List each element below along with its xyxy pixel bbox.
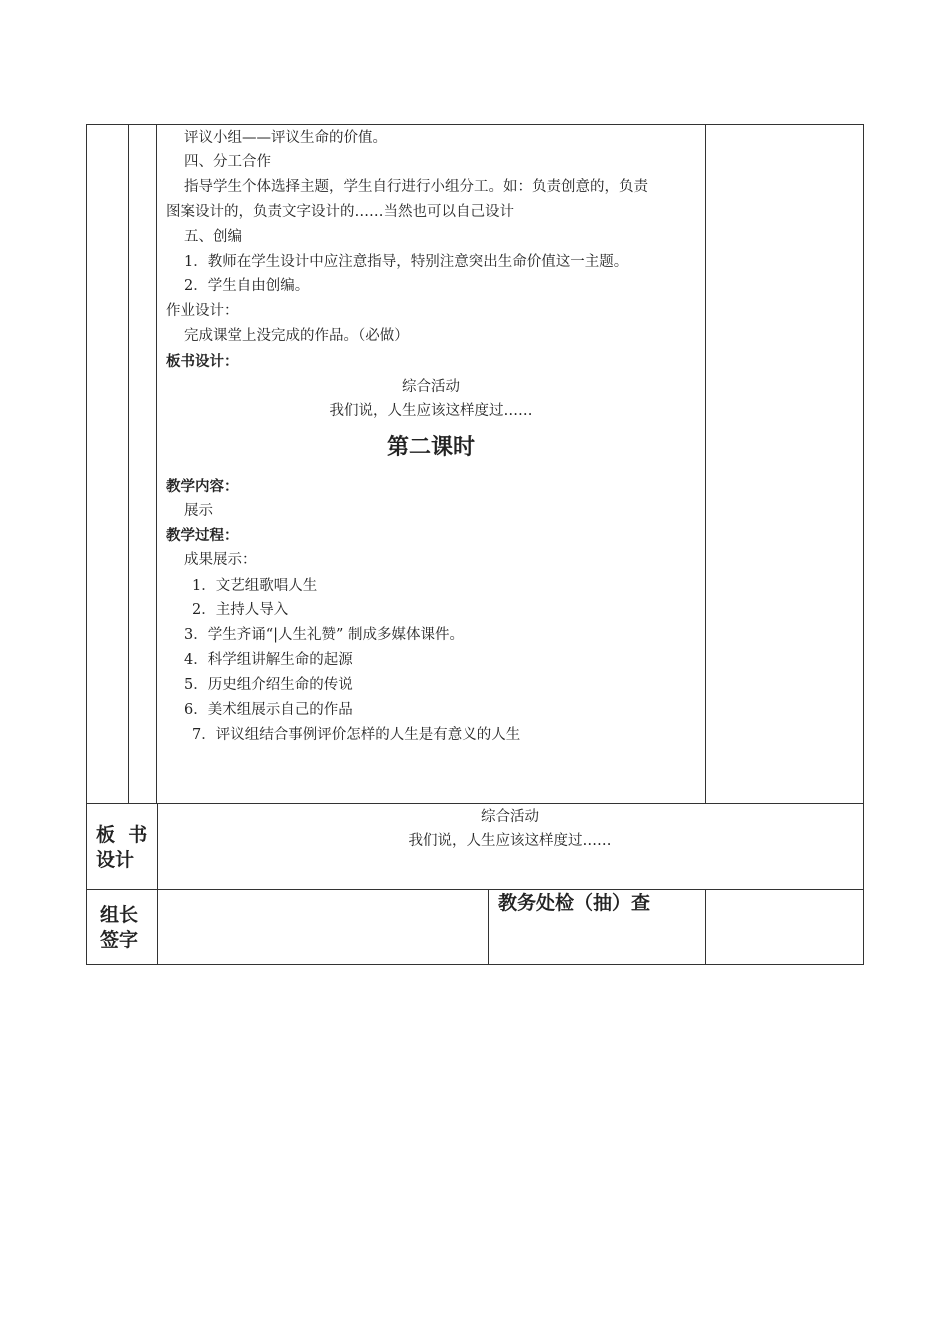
process-item: 5．历史组介绍生命的传说 — [184, 677, 353, 693]
process-item: 1．文艺组歌唱人生 — [192, 578, 318, 594]
board-label-line-2: 设计 — [96, 849, 135, 871]
table-border-right — [863, 124, 864, 965]
process-item: 6．美术组展示自己的作品 — [184, 702, 353, 718]
column-divider-inner-2 — [156, 124, 157, 804]
table-border-left — [86, 124, 87, 965]
row-divider-board — [86, 803, 864, 804]
leader-sign-label-line-2: 签字 — [100, 929, 139, 951]
content-text: 展示 — [184, 503, 213, 519]
text-line: 图案设计的，负责文字设计的……当然也可以自己设计 — [166, 204, 514, 220]
leader-sign-label-line-1: 组长 — [100, 904, 139, 926]
text-line: 评议小组——评议生命的价值。 — [184, 130, 387, 146]
board-label-line-1: 板 书 — [96, 824, 148, 846]
board-design-heading: 板书设计： — [166, 354, 239, 370]
board-line-2: 我们说，人生应该这样度过…… — [329, 403, 533, 419]
academic-office-check-label: 教务处检（抽）查 — [498, 892, 651, 914]
table-border-top — [86, 124, 864, 125]
column-divider-inner-1 — [128, 124, 129, 804]
process-item: 7．评议组结合事例评价怎样的人生是有意义的人生 — [192, 727, 521, 743]
process-item: 2．主持人导入 — [192, 602, 289, 618]
process-item: 3．学生齐诵“|人生礼赞” 制成多媒体课件。 — [184, 627, 465, 643]
table-border-bottom — [86, 964, 864, 965]
leader-sign-cell[interactable] — [158, 890, 488, 964]
content-heading: 教学内容： — [166, 479, 239, 495]
text-line: 四、分工合作 — [184, 154, 271, 170]
text-line: 指导学生个体选择主题，学生自行进行小组分工。如：负责创意的，负责 — [184, 179, 648, 195]
homework-heading: 作业设计： — [166, 303, 239, 319]
text-line: 2．学生自由创编。 — [184, 278, 310, 294]
lesson-2-title: 第二课时 — [386, 435, 475, 460]
process-intro: 成果展示： — [184, 552, 257, 568]
text-line: 五、创编 — [184, 229, 242, 245]
process-item: 4．科学组讲解生命的起源 — [184, 652, 353, 668]
process-heading: 教学过程： — [166, 528, 239, 544]
board-line-1: 综合活动 — [402, 379, 460, 395]
homework-text: 完成课堂上没完成的作品。（必做） — [184, 328, 409, 344]
column-divider-check — [488, 889, 489, 965]
board-row-line-2: 我们说，人生应该这样度过…… — [408, 833, 612, 849]
column-divider-notes — [705, 124, 706, 804]
board-row-line-1: 综合活动 — [481, 809, 539, 825]
text-line: 1．教师在学生设计中应注意指导，特别注意突出生命价值这一主题。 — [184, 254, 629, 270]
check-sign-cell[interactable] — [706, 890, 863, 964]
